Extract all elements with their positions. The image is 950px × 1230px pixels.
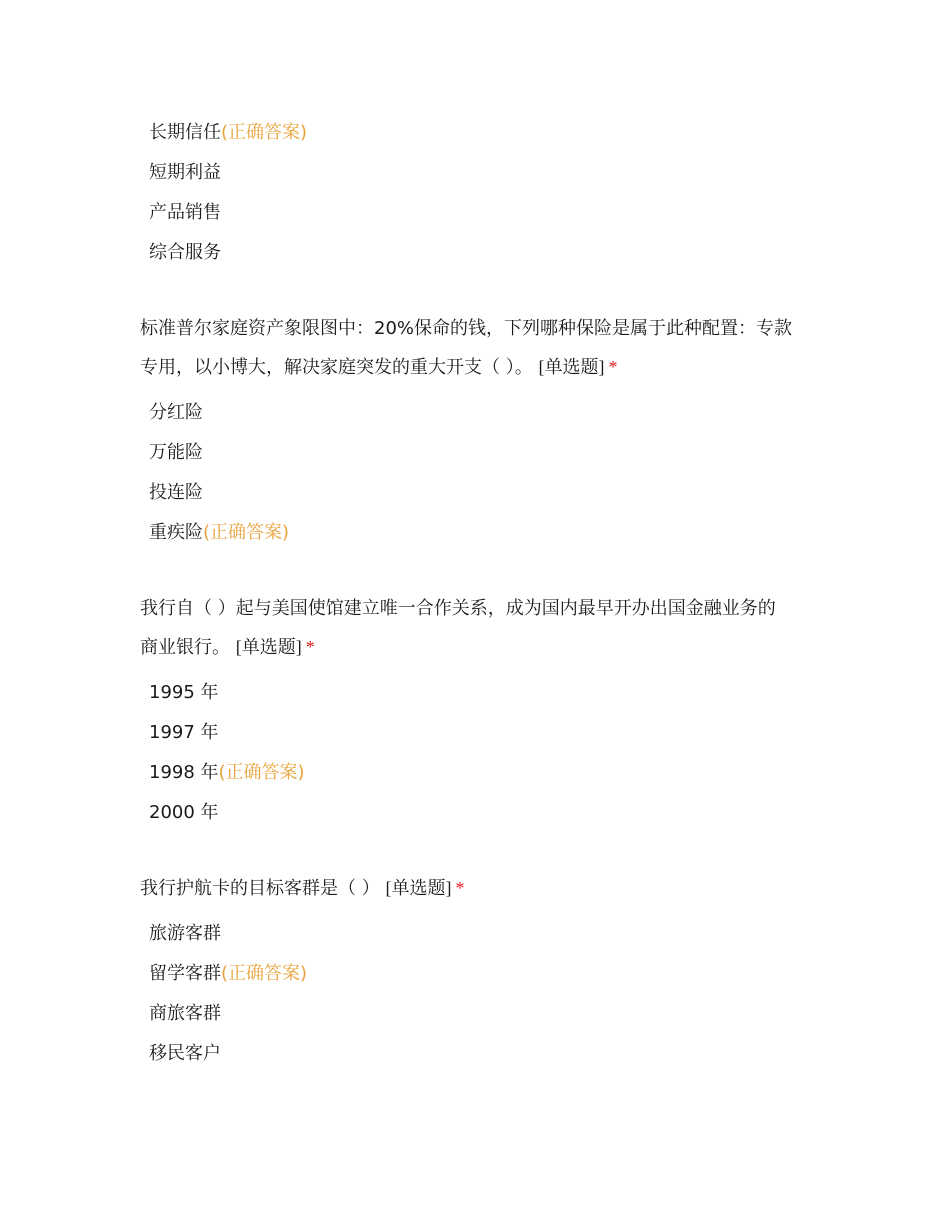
option-label: 万能险 — [149, 442, 203, 463]
question-block-1 — [140, 309, 820, 553]
option-label: 留学客群 — [149, 963, 221, 984]
option-label: 投连险 — [149, 482, 203, 503]
question-text — [140, 309, 820, 387]
option-item — [140, 433, 820, 473]
question-block-2 — [140, 589, 820, 833]
option-label: 1997 年 — [149, 722, 219, 743]
correct-answer-label: (正确答案) — [218, 762, 305, 783]
option-label: 分红险 — [149, 402, 203, 423]
option-label: 1995 年 — [149, 682, 219, 703]
question-block-3 — [140, 869, 820, 1074]
options-list — [140, 673, 820, 833]
question-line: 我行自（ ）起与美国使馆建立唯一合作关系，成为国内最早开办出国金融业务的 — [140, 598, 776, 619]
correct-answer-label: (正确答案) — [203, 522, 290, 543]
option-item — [140, 393, 820, 433]
option-label: 长期信任 — [149, 122, 221, 143]
correct-answer-label: (正确答案) — [221, 963, 308, 984]
option-item — [140, 713, 820, 753]
option-item — [140, 1034, 820, 1074]
question-line — [140, 869, 820, 908]
question-line — [140, 348, 820, 387]
option-item — [140, 793, 820, 833]
question-line-text: 我行护航卡的目标客群是（ ） — [140, 878, 380, 899]
question-line-text: 专用，以小博大，解决家庭突发的重大开支（ ）。 — [140, 357, 533, 378]
options-list — [140, 393, 820, 553]
question-line-text: 商业银行。 — [140, 637, 230, 658]
question-type-tag: [单选题] — [538, 357, 605, 377]
option-item — [140, 233, 820, 273]
option-item — [140, 954, 820, 994]
option-item — [140, 473, 820, 513]
option-item — [140, 513, 820, 553]
option-item — [140, 153, 820, 193]
option-label: 旅游客群 — [149, 923, 221, 944]
option-label: 短期利益 — [149, 162, 221, 183]
option-item — [140, 914, 820, 954]
option-label: 商旅客群 — [149, 1003, 221, 1024]
correct-answer-label: (正确答案) — [221, 122, 308, 143]
question-type-tag: [单选题] — [235, 637, 302, 657]
option-item — [140, 994, 820, 1034]
question-text — [140, 589, 820, 667]
option-item — [140, 113, 820, 153]
question-line: 标准普尔家庭资产象限图中：20%保命的钱，下列哪种保险是属于此种配置：专款 — [140, 318, 793, 339]
question-type-tag: [单选题] — [385, 878, 452, 898]
option-label: 2000 年 — [149, 802, 219, 823]
option-item — [140, 193, 820, 233]
options-list — [140, 113, 820, 273]
options-list — [140, 914, 820, 1074]
required-mark: * — [455, 878, 465, 898]
option-label: 综合服务 — [149, 242, 221, 263]
option-label: 重疾险 — [149, 522, 203, 543]
required-mark: * — [608, 357, 618, 377]
question-block-0 — [140, 113, 820, 273]
option-label: 产品销售 — [149, 202, 221, 223]
option-item — [140, 753, 820, 793]
question-line — [140, 628, 820, 667]
option-item — [140, 673, 820, 713]
required-mark: * — [305, 637, 315, 657]
question-text — [140, 869, 820, 908]
option-label: 移民客户 — [149, 1043, 221, 1064]
option-label: 1998 年 — [149, 762, 219, 783]
